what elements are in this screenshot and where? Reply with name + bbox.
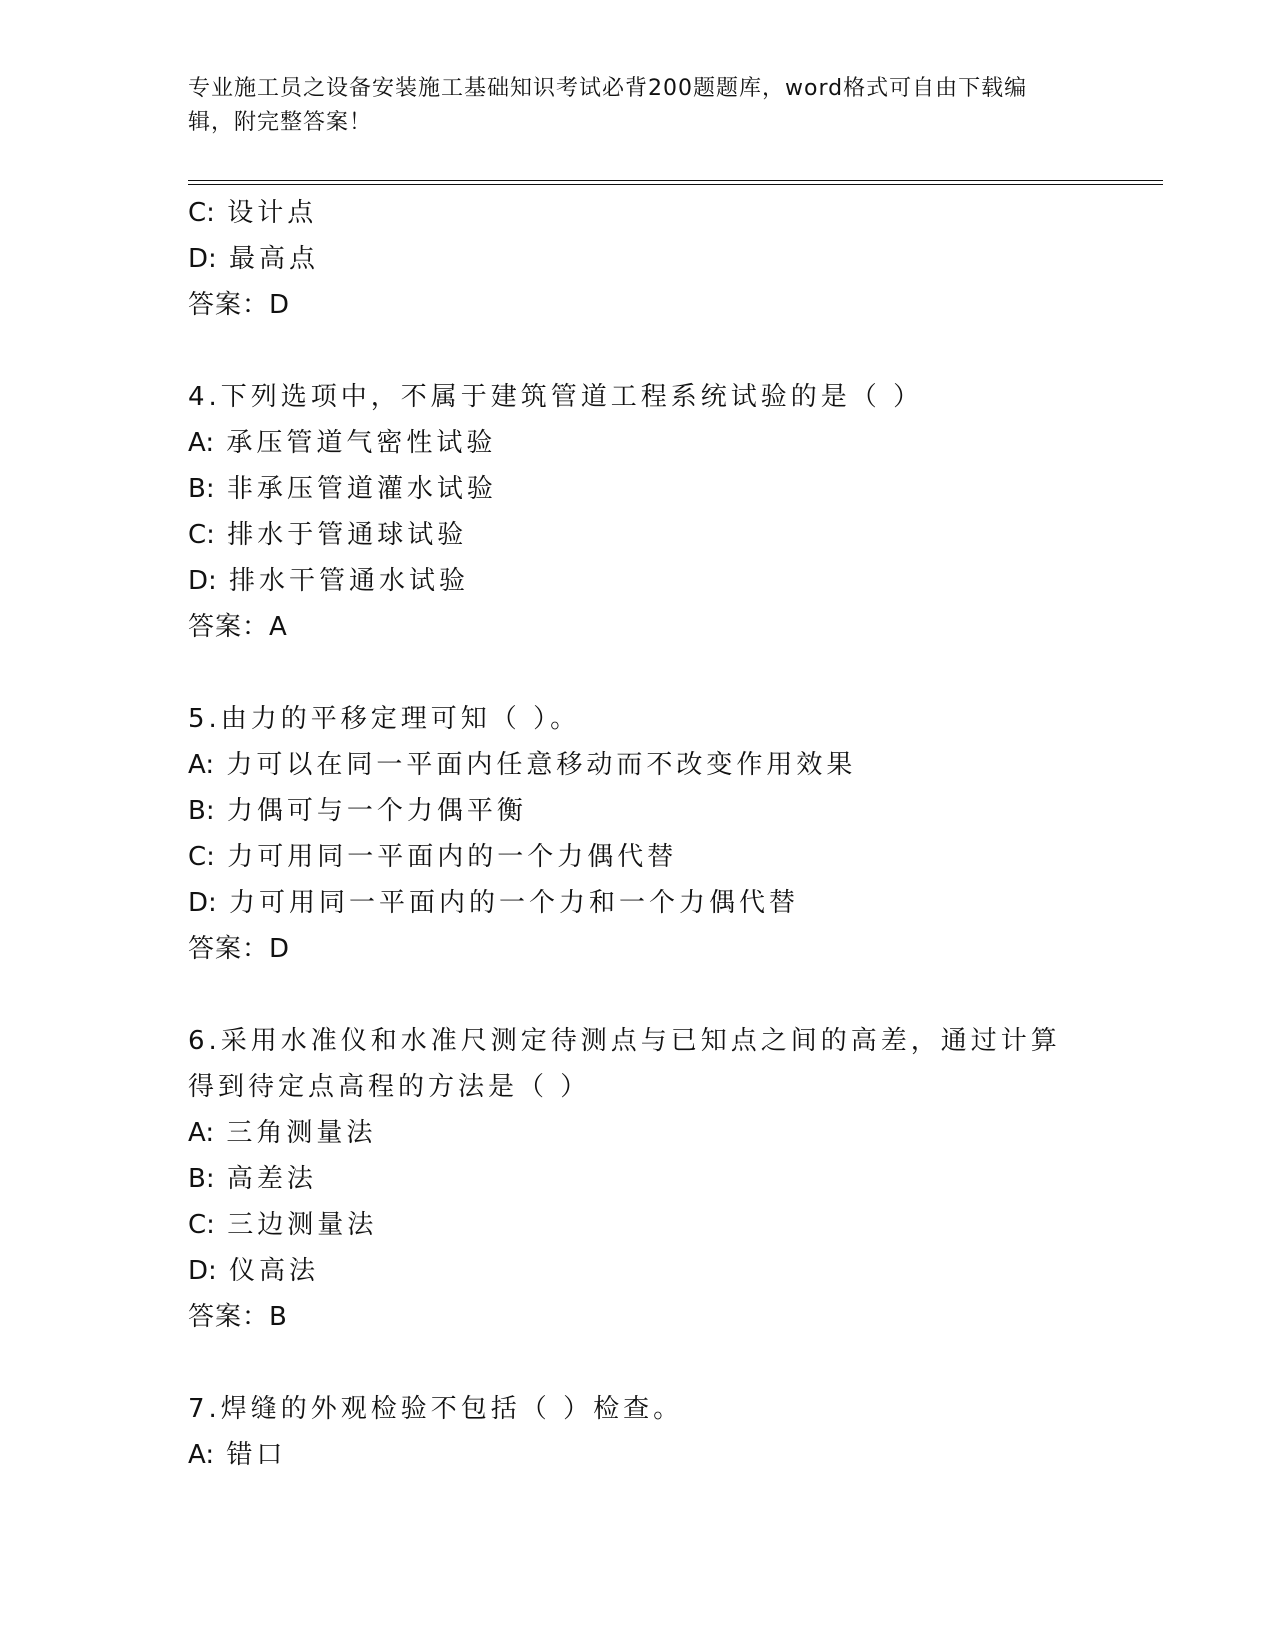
option-c: C: 力可用同一平面内的一个力偶代替 [188, 842, 678, 872]
question-stem: 7.焊缝的外观检验不包括（ ）检查。 [188, 1394, 684, 1424]
option-b: B: 力偶可与一个力偶平衡 [188, 796, 527, 826]
option-a: A: 错口 [188, 1440, 287, 1470]
header-divider [188, 180, 1163, 185]
question-stem: 6.采用水准仪和水准尺测定待测点与已知点之间的高差，通过计算得到待定点高程的方法是（ ） [188, 1026, 1061, 1102]
option-d: D: 最高点 [188, 244, 320, 274]
question-stem: 5.由力的平移定理可知（ ）。 [188, 704, 581, 734]
option-d: D: 力可用同一平面内的一个力和一个力偶代替 [188, 888, 800, 918]
spacer [188, 328, 1088, 374]
option-a: A: 承压管道气密性试验 [188, 428, 497, 458]
option-a: A: 三角测量法 [188, 1118, 377, 1148]
question-block-7 [188, 1386, 1088, 1478]
answer-line: 答案：D [188, 290, 291, 320]
option-d: D: 排水干管通水试验 [188, 566, 470, 596]
option-c: C: 排水于管通球试验 [188, 520, 468, 550]
option-c: C: 三边测量法 [188, 1210, 378, 1240]
document-header-title: 专业施工员之设备安装施工基础知识考试必背200题题库，word格式可自由下载编辑，附完整答案！ [188, 76, 1028, 135]
spacer [188, 972, 1088, 1018]
question-block-3 [188, 190, 1088, 328]
spacer [188, 1340, 1088, 1386]
option-b: B: 高差法 [188, 1164, 317, 1194]
question-list [188, 190, 1088, 1478]
question-block-5 [188, 696, 1088, 972]
option-c: C: 设计点 [188, 198, 318, 228]
answer-line: 答案：D [188, 934, 291, 964]
answer-line: 答案：B [188, 1302, 288, 1332]
question-stem: 4.下列选项中，不属于建筑管道工程系统试验的是（ ） [188, 382, 924, 412]
question-block-4 [188, 374, 1088, 650]
spacer [188, 650, 1088, 696]
answer-line: 答案：A [188, 612, 288, 642]
option-d: D: 仪高法 [188, 1256, 320, 1286]
question-block-6 [188, 1018, 1088, 1340]
option-a: A: 力可以在同一平面内任意移动而不改变作用效果 [188, 750, 857, 780]
option-b: B: 非承压管道灌水试验 [188, 474, 497, 504]
